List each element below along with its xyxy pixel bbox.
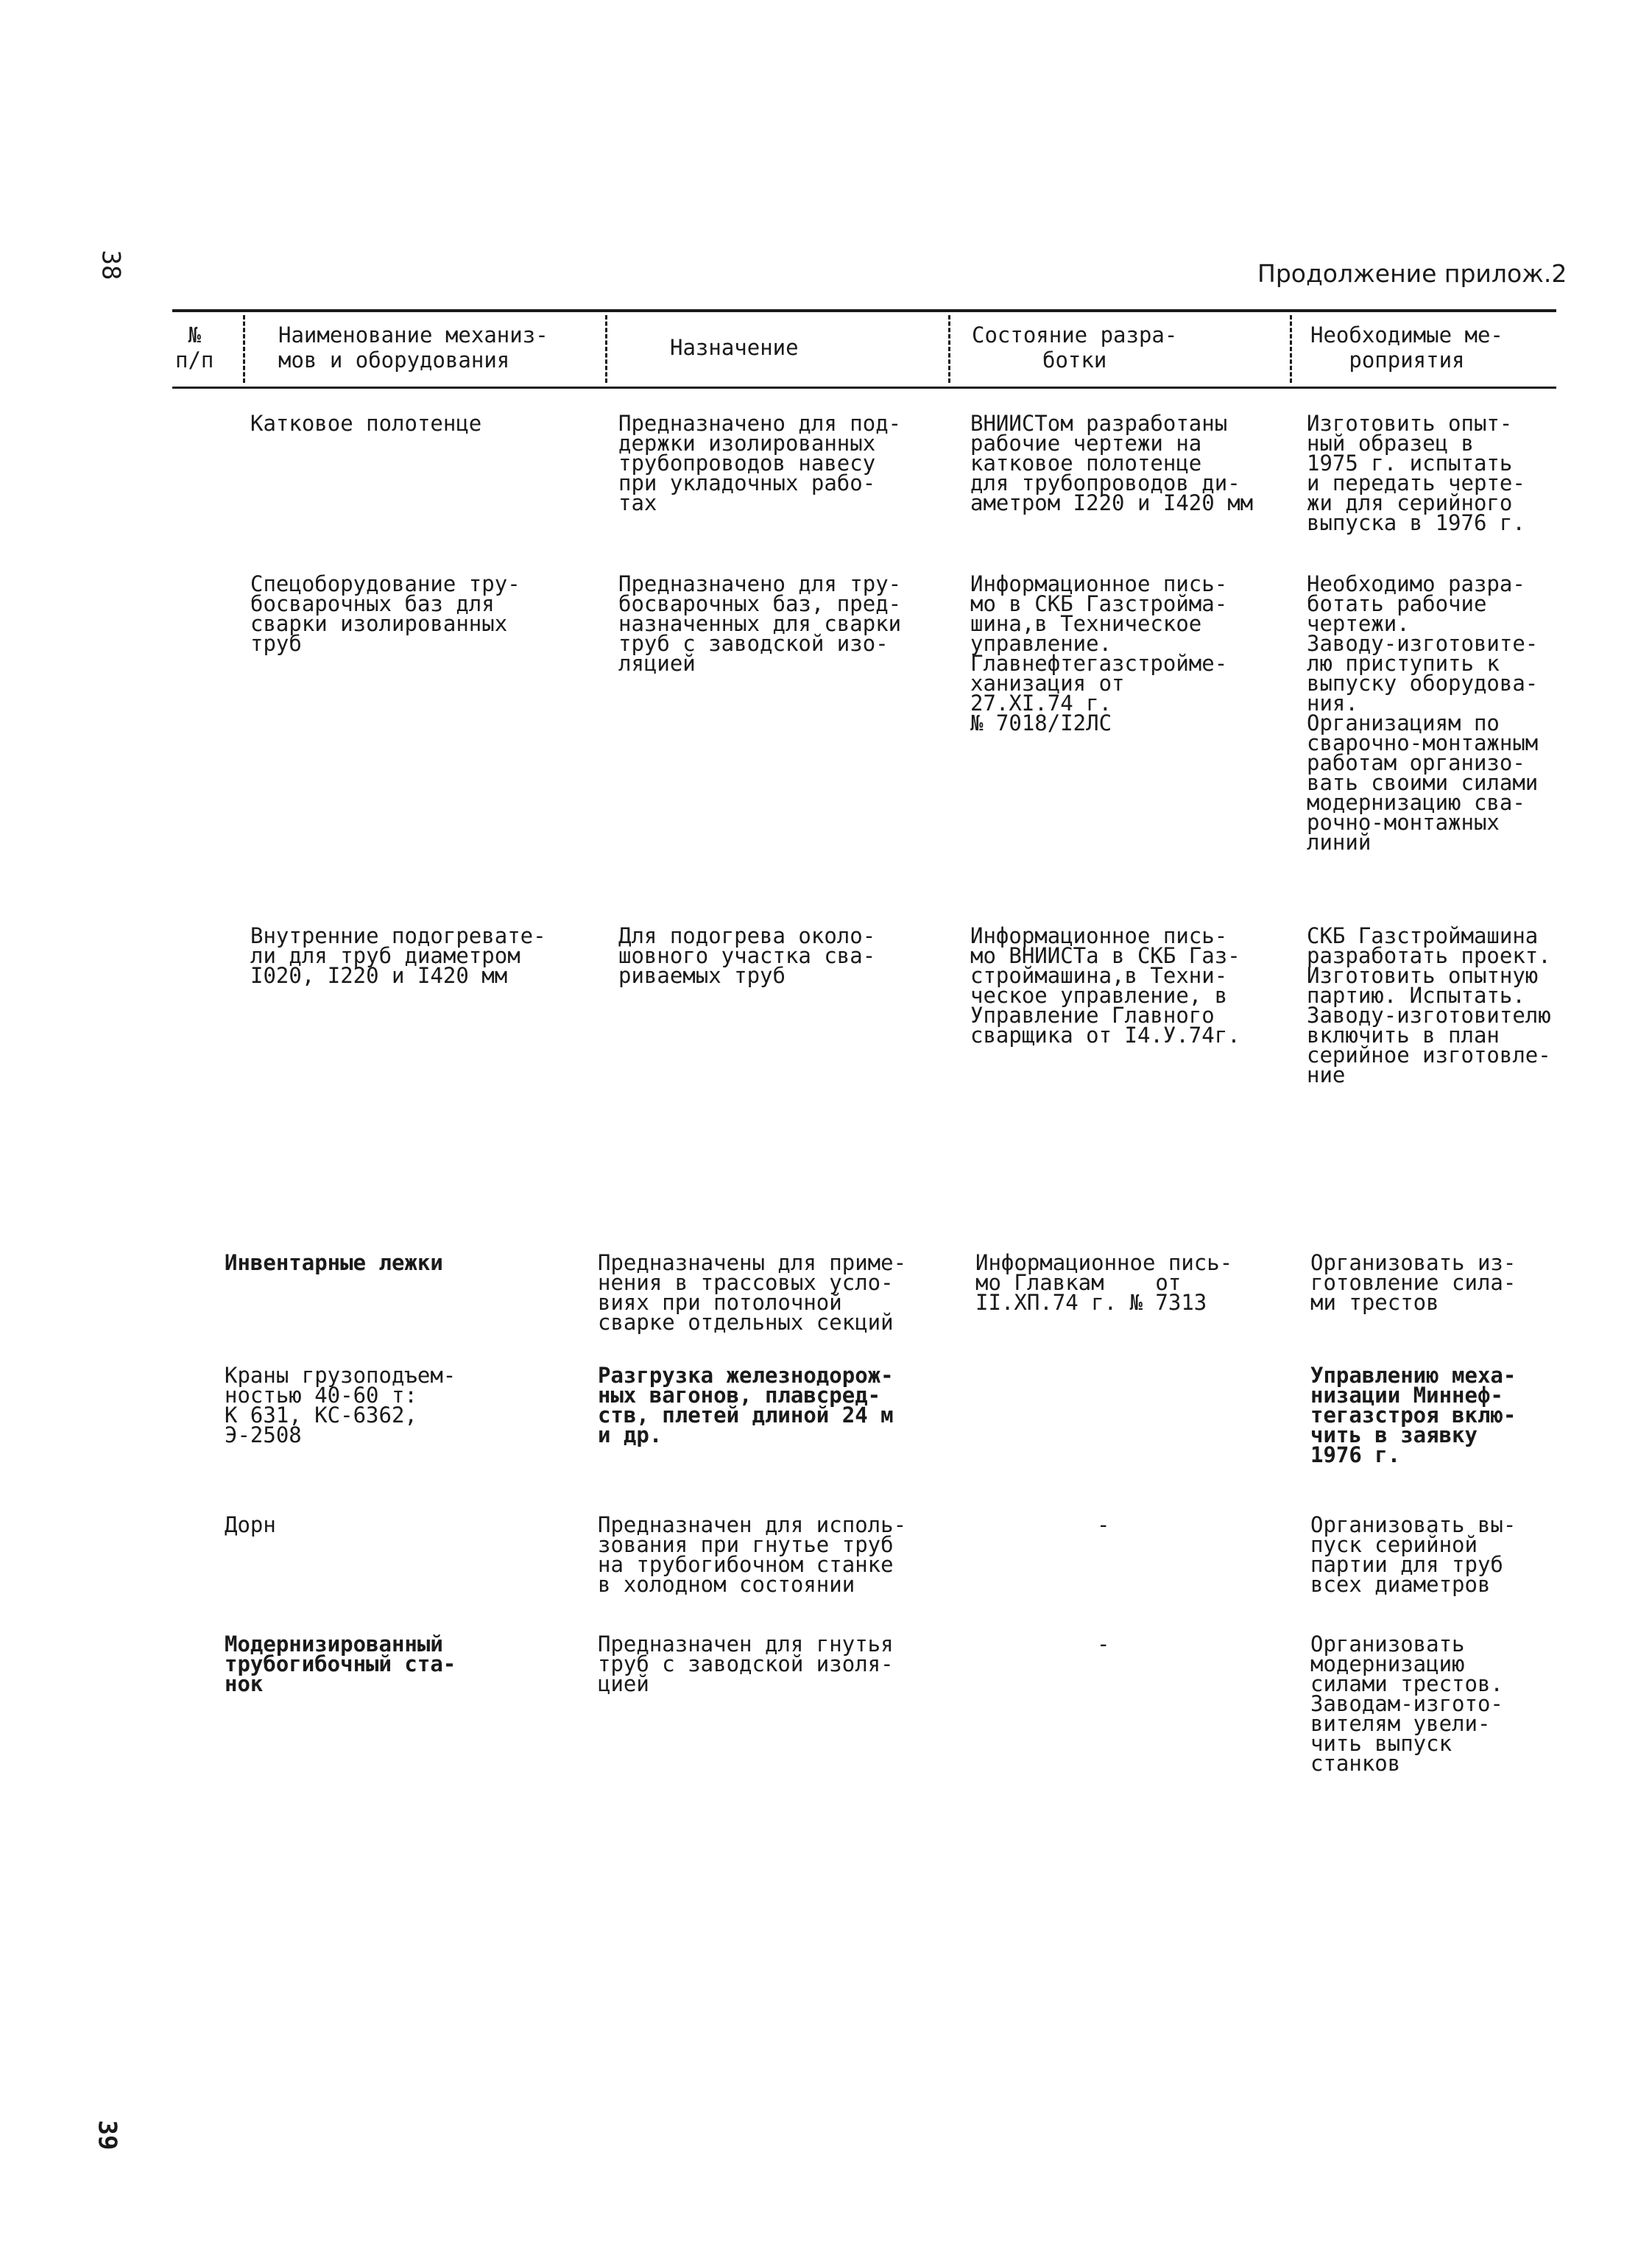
row-measures: СКБ Газстроймашина разработать проект. Изготовить опытную партию. Испытать. Заводу-изготовителю включить в план серийное изготовле- ние xyxy=(1307,923,1551,1087)
continuation-label: Продолжение прилож.2 xyxy=(1257,259,1567,288)
row-name: Модернизированный трубогибочный ста- нок xyxy=(225,1632,456,1696)
row-purpose: Предназначен для гнутья труб с заводской изоля- цией xyxy=(598,1632,894,1696)
header-purpose: Назначение xyxy=(670,335,799,360)
header-num: № п/п xyxy=(175,322,214,373)
row-measures: Управлению меха- низации Миннеф- тегазстроя вклю- чить в заявку 1976 г. xyxy=(1310,1363,1517,1467)
header-separator xyxy=(1290,315,1292,383)
row-name: Инвентарные лежки xyxy=(225,1250,443,1275)
row-measures: Организовать из- готовление сила- ми трестов xyxy=(1310,1250,1517,1315)
row-name: Внутренние подогревате- ли для труб диаметром I020, I220 и I420 мм xyxy=(250,923,546,988)
row-measures: Изготовить опыт- ный образец в 1975 г. испытать и передать черте- жи для серийного выпуска в 1976 г. xyxy=(1307,411,1525,535)
row-measures: Организовать модернизацию силами трестов. Заводам-изгото- вителям увели- чить выпуск станков xyxy=(1310,1632,1503,1776)
header-separator xyxy=(605,315,607,383)
table-header-rule xyxy=(172,387,1556,389)
row-status: Информационное пись- мо ВНИИСТа в СКБ Газ- строймашина,в Техни- ческое управление, в Управление Главного сварщика от I4.У.74г. xyxy=(970,923,1240,1048)
row-measures: Необходимо разра- ботать рабочие чертежи. Заводу-изготовите- лю приступить к выпуску оборудова- ния. Организациям по сварочно-монтажным работам организо- вать своими силами модернизацию сва- рочно-монтажных линий xyxy=(1307,571,1539,855)
header-separator xyxy=(243,315,245,383)
row-status: ВНИИСТом разработаны рабочие чертежи на катковое полотенце для трубопроводов ди- аметром I220 и I420 мм xyxy=(970,411,1254,515)
row-status: - xyxy=(1097,1632,1110,1657)
header-name: Наименование механиз- мов и оборудования xyxy=(278,322,548,373)
page-number-top: 38 xyxy=(96,250,126,281)
row-purpose: Предназначены для приме- нения в трассовых усло- виях при потолочной сварке отдельных секций xyxy=(598,1250,907,1335)
row-purpose: Предназначен для исполь- зования при гнутье труб на трубогибочном станке в холодном состоянии xyxy=(598,1512,907,1597)
row-status: - xyxy=(1097,1512,1110,1537)
row-purpose: Разгрузка железнодорож- ных вагонов, плавсред- ств, плетей длиной 24 м и др. xyxy=(598,1363,894,1447)
row-name: Катковое полотенце xyxy=(250,411,482,436)
page-number-bottom: 39 xyxy=(92,2120,122,2151)
row-purpose: Для подогрева около- шовного участка сва- риваемых труб xyxy=(618,923,876,988)
row-name: Дорн xyxy=(225,1512,276,1537)
header-measures: Необходимые ме- роприятия xyxy=(1310,322,1503,373)
row-name: Краны грузоподъем- ностью 40-60 т: К 631, КС-6362, Э-2508 xyxy=(225,1363,456,1447)
header-separator xyxy=(948,315,950,383)
row-purpose: Предназначено для под- держки изолированных трубопроводов навесу при укладочных рабо- тах xyxy=(618,411,902,515)
row-measures: Организовать вы- пуск серийной партии для труб всех диаметров xyxy=(1310,1512,1517,1597)
row-name: Спецоборудование тру- босварочных баз для сварки изолированных труб xyxy=(250,571,520,656)
header-status: Состояние разра- ботки xyxy=(972,322,1178,373)
table-top-rule xyxy=(172,309,1556,312)
row-purpose: Предназначено для тру- босварочных баз, пред- назначенных для сварки труб с заводской изо- ляцией xyxy=(618,571,902,676)
row-status: Информационное пись- мо Главкам от II.XП.74 г. № 7313 xyxy=(975,1250,1233,1315)
row-status: Информационное пись- мо в СКБ Газстройма- шина,в Техническое управление. Главнефтегазстройме- ханизация от 27.XI.74 г. № 7018/I2ЛС xyxy=(970,571,1228,736)
